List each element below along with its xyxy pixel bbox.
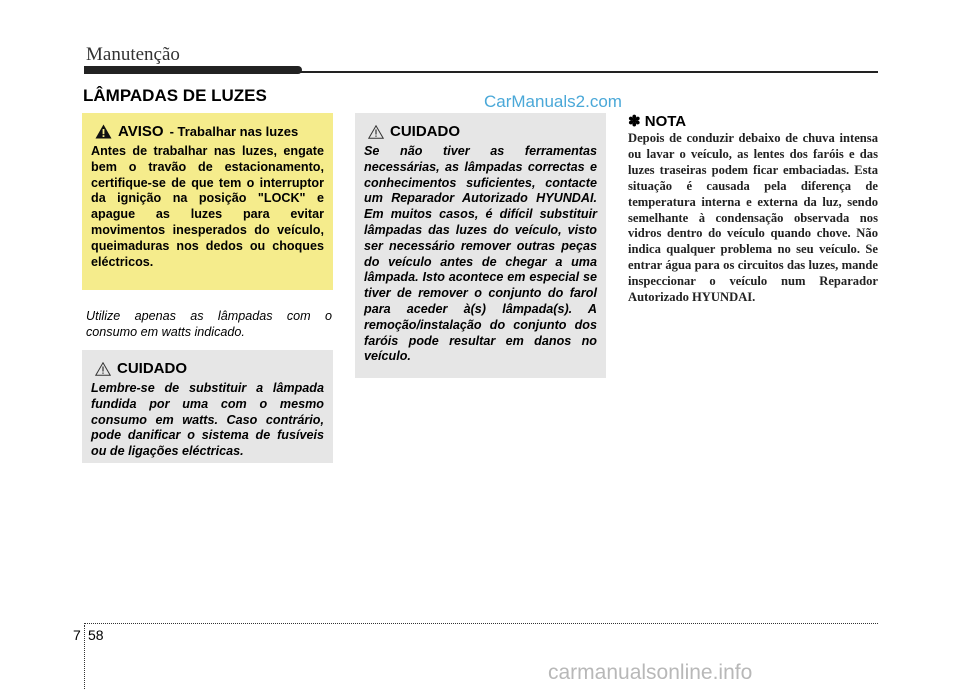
caution-left-body: Lembre-se de substituir a lâmpada fundida por uma com o mesmo consumo em watts. Caso contrário, pode danificar o sistema de fusíveis ou de ligações eléctricas. <box>91 381 324 459</box>
caution-mid-title-row <box>368 123 597 140</box>
watermark-top: CarManuals2.com <box>484 92 622 111</box>
watermark-bottom: carmanualsonline.info <box>548 661 753 684</box>
warning-triangle-icon <box>95 124 112 139</box>
warning-body: Antes de trabalhar nas luzes, engate bem o travão de estacionamento, certifique-se de que tem o interruptor da ignição na posição "LOCK" e apague as luzes para evitar movimentos inesperados do veículo, queimaduras nos dedos ou choques eléctricos. <box>91 144 324 269</box>
caution-left-title-row <box>95 360 324 377</box>
caution-box-left <box>82 350 333 463</box>
footer-divider <box>84 625 85 689</box>
usage-note: Utilize apenas as lâmpadas com o consumo em watts indicado. <box>86 309 332 339</box>
header-rule <box>300 71 878 73</box>
page-number: 58 <box>88 627 104 643</box>
caution-mid-title: CUIDADO <box>390 123 460 140</box>
warning-subtitle: - Trabalhar nas luzes <box>169 124 299 139</box>
caution-triangle-icon <box>95 362 111 376</box>
warning-box-title <box>95 123 324 140</box>
warning-title: AVISO <box>118 123 164 140</box>
footer-rule <box>84 623 878 624</box>
page-header-title: Manutenção <box>86 44 180 65</box>
caution-left-title: CUIDADO <box>117 360 187 377</box>
caution-triangle-icon <box>368 125 384 139</box>
page-chapter: 7 <box>73 627 81 643</box>
header-bar <box>84 66 302 74</box>
section-heading: LÂMPADAS DE LUZES <box>83 86 267 105</box>
nota-heading: ✽ NOTA <box>628 113 687 130</box>
warning-box <box>82 113 333 290</box>
nota-body: Depois de conduzir debaixo de chuva intensa ou lavar o veículo, as lentes dos faróis e das luzes traseiras podem ficar embaciadas. Esta situação é causada pela diferença de temperatura interna e externa da luz, sendo semelhante à condensação observada nos vidros dentro do veículo quando chove. Não indica qualquer problema no seu veículo. Se entrar água para os circuitos das luzes, mande inspeccionar o veículo num Reparador Autorizado HYUNDAI. <box>628 131 878 305</box>
caution-mid-body: Se não tiver as ferramentas necessárias, as lâmpadas correctas e conhecimentos suficientes, contacte um Reparador Autorizado HYUNDAI. Em muitos casos, é difícil substituir lâmpadas das luzes do veículo, visto ser necessário remover outras peças do veículo antes de chegar a uma lâmpada. Isto acontece em especial se tiver de remover o conjunto do farol para aceder à(s) lâmpada(s). A remoção/instalação do conjunto dos faróis pode resultar em danos no veículo. <box>364 144 597 364</box>
caution-box-middle <box>355 113 606 378</box>
